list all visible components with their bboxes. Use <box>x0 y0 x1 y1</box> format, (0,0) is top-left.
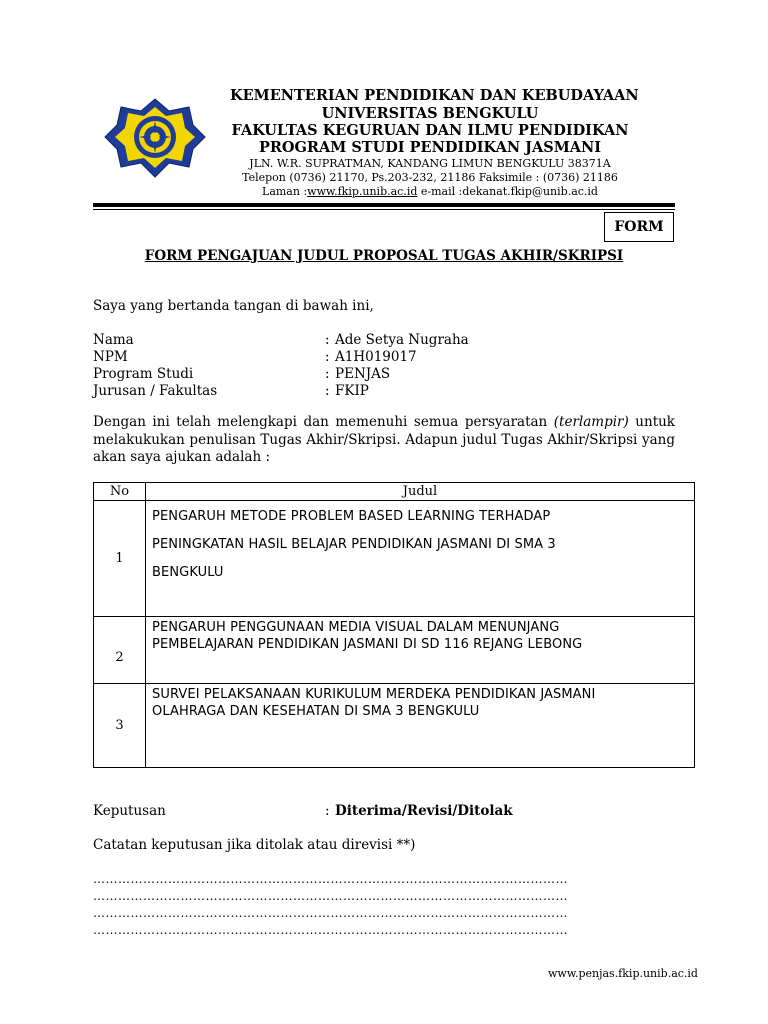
table-row <box>94 684 695 768</box>
field-colon: : <box>325 383 330 399</box>
field-value-npm: A1H019017 <box>335 349 417 365</box>
address-line: JLN. W.R. SUPRATMAN, KANDANG LIMUN BENGKULU 38371A <box>249 157 611 170</box>
title-line: PENINGKATAN HASIL BELAJAR PENDIDIKAN JASMANI DI SMA 3 <box>152 537 556 552</box>
row-title <box>146 617 695 684</box>
row-number: 3 <box>94 684 146 768</box>
website-link[interactable]: www.fkip.unib.ac.id <box>307 185 418 198</box>
header-rule-thick <box>93 203 675 207</box>
header-rule-thin <box>93 209 675 210</box>
footer-url: www.penjas.fkip.unib.ac.id <box>548 967 698 980</box>
field-label-npm: NPM <box>93 349 128 365</box>
table-row <box>94 501 695 617</box>
decision-value: Diterima/Revisi/Ditolak <box>335 803 513 819</box>
row-title <box>146 684 695 768</box>
university-logo <box>103 97 207 179</box>
faculty-name: FAKULTAS KEGURUAN DAN ILMU PENDIDIKAN <box>231 122 629 139</box>
decision-label: Keputusan <box>93 803 166 819</box>
row-number: 1 <box>94 501 146 617</box>
field-colon: : <box>325 349 330 365</box>
paragraph-text-end: untuk melakukukan penulisan Tugas Akhir/Skripsi. Adapun judul Tugas Akhir/Skripsi yang akan saya ajukan adalah : <box>93 414 675 465</box>
program-name: PROGRAM STUDI PENDIDIKAN JASMANI <box>258 139 602 156</box>
dotted-line: …………………………………………………………………………………………………… <box>93 889 568 903</box>
university-name: UNIVERSITAS BENGKULU <box>321 105 539 122</box>
decision-colon: : <box>325 803 330 819</box>
university-seal-icon <box>103 97 207 179</box>
field-colon: : <box>325 332 330 348</box>
table-row <box>94 617 695 684</box>
row-number: 2 <box>94 617 146 684</box>
title-line: BENGKULU <box>152 565 224 580</box>
field-label-nama: Nama <box>93 332 134 348</box>
field-colon: : <box>325 366 330 382</box>
title-line: PEMBELAJARAN PENDIDIKAN JASMANI DI SD 116 REJANG LEBONG <box>152 637 583 652</box>
title-line: PENGARUH PENGGUNAAN MEDIA VISUAL DALAM MENUNJANG <box>152 620 560 635</box>
statement-paragraph <box>93 414 675 467</box>
field-label-program: Program Studi <box>93 366 194 382</box>
intro-text: Saya yang bertanda tangan di bawah ini, <box>93 298 374 314</box>
email-text: e-mail :dekanat.fkip@unib.ac.id <box>417 185 598 198</box>
title-table <box>93 482 695 768</box>
field-value-program: PENJAS <box>335 366 391 382</box>
note-label: Catatan keputusan jika ditolak atau direvisi **) <box>93 837 416 853</box>
phone-line: Telepon (0736) 21170, Ps.203-232, 21186 Faksimile : (0736) 21186 <box>242 171 618 184</box>
web-label: Laman : <box>262 185 308 198</box>
table-header-row <box>94 483 695 501</box>
dotted-line: …………………………………………………………………………………………………… <box>93 906 568 920</box>
paragraph-italic: (terlampir) <box>553 414 629 430</box>
dotted-line: …………………………………………………………………………………………………… <box>93 872 568 886</box>
dotted-line: …………………………………………………………………………………………………… <box>93 923 568 937</box>
paragraph-text-start: Dengan ini telah melengkapi dan memenuhi semua persyaratan <box>93 414 554 430</box>
header-judul: Judul <box>146 483 695 501</box>
title-line: PENGARUH METODE PROBLEM BASED LEARNING TERHADAP <box>152 509 551 524</box>
field-label-jurusan: Jurusan / Fakultas <box>93 383 218 399</box>
ministry-name: KEMENTERIAN PENDIDIKAN DAN KEBUDAYAAN <box>230 87 639 104</box>
title-line: SURVEI PELAKSANAAN KURIKULUM MERDEKA PENDIDIKAN JASMANI <box>152 687 596 702</box>
header-no: No <box>94 483 146 501</box>
form-title: FORM PENGAJUAN JUDUL PROPOSAL TUGAS AKHIR/SKRIPSI <box>144 248 624 264</box>
form-badge: FORM <box>604 212 674 242</box>
contact-line <box>230 184 630 199</box>
field-value-jurusan: FKIP <box>335 383 369 399</box>
row-title <box>146 501 695 617</box>
field-value-nama: Ade Setya Nugraha <box>335 332 469 348</box>
title-line: OLAHRAGA DAN KESEHATAN DI SMA 3 BENGKULU <box>152 704 480 719</box>
